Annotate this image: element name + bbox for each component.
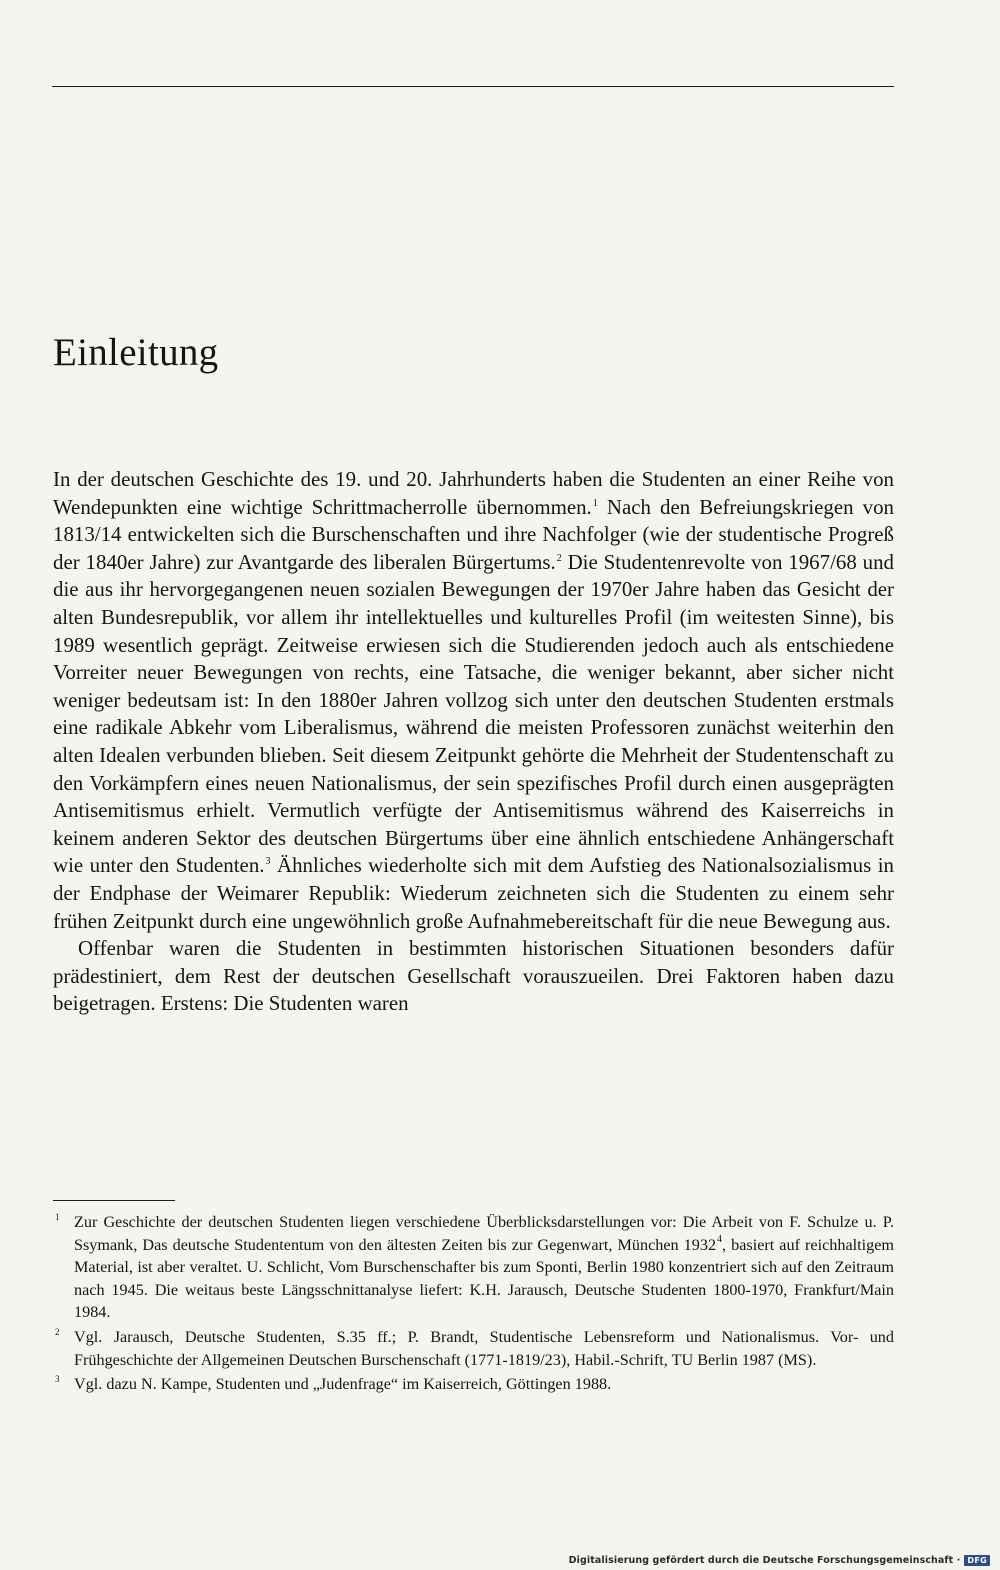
paragraph-1-text: Ähnliches wiederholte sich mit dem Aufstieg des Nationalsozialismus in der Endphase der Weimarer Republik: Wiederum zeichneten sich die Studenten zu einem sehr frühen Zeitpunkt durch eine ungewöhnlich große Aufnahmebereitschaft für die neue Bewegung aus. (53, 853, 894, 933)
footnote-separator-rule (53, 1200, 175, 1201)
footnote-ref-3: 3 (265, 856, 271, 868)
footnote-1 (53, 1211, 894, 1324)
body-text (53, 466, 894, 1018)
footnote-3 (53, 1373, 894, 1396)
chapter-title: Einleitung (53, 331, 219, 374)
footnote-number: 1 (55, 1212, 60, 1222)
body-paragraph-2: Offenbar waren die Studenten in bestimmten historischen Situationen besonders dafür prädestiniert, dem Rest der deutschen Gesellschaft vorauszueilen. Drei Faktoren haben dazu beigetragen. Erstens: Die Studenten waren (53, 936, 894, 1016)
edition-superscript: 4 (717, 1233, 723, 1245)
body-paragraph-1 (53, 466, 894, 935)
footnote-text: Vgl. Jarausch, Deutsche Studenten, S.35 ff.; P. Brandt, Studentische Lebensreform und Nationalismus. Vor- und Frühgeschichte der Allgemeinen Deutschen Burschenschaft (1771-1819/23), Habil.-Schrift, TU Berlin 1987 (MS). (74, 1327, 894, 1369)
paragraph-1-text: Die Studentenrevolte von 1967/68 und die aus ihr hervorgegangenen neuen sozialen Bewegungen der 1970er Jahre haben das Gesicht der alten Bundesrepublik, vor allem ihr intellektuelles und kulturelles Profil (im weitesten Sinne), bis 1989 wesentlich geprägt. Zeitweise erwiesen sich die Studierenden jedoch auch als entschiedene Vorreiter neuer Bewegungen von rechts, eine Tatsache, die weniger bekannt, aber sicher nicht weniger bedeutsam ist: In den 1880er Jahren vollzog sich unter den deutschen Studenten erstmals eine radikale Abkehr vom Liberalismus, während die meisten Professoren zunächst weiterhin den alten Idealen verbunden blieben. Seit diesem Zeitpunkt gehörte die Mehrheit der Studentenschaft zu den Vorkämpfern eines neuen Nationalismus, der sein spezifisches Profil durch einen ausgeprägten Antisemitismus erhielt. Vermutlich verfügte der Antisemitismus während des Kaiserreichs in keinem anderen Sektor des deutschen Bürgertums über eine ähnlich entschiedene Anhängerschaft wie unter den Studenten. (53, 549, 894, 878)
footnote-text: Zur Geschichte der deutschen Studenten liegen verschiedene Überblicksdarstellungen vor: Die Arbeit von F. Schulze u. P. Ssymank, Das deutsche Studententum von den ältesten Zeiten bis zur Gegenwart, München 1932 (74, 1213, 894, 1254)
footnote-text: Vgl. dazu N. Kampe, Studenten und „Judenfrage“ im Kaiserreich, Göttingen 1988. (74, 1375, 612, 1394)
dfg-logo-icon: DFG (964, 1555, 990, 1566)
running-header-rule (52, 86, 894, 87)
footnote-text: , basiert auf reichhaltigem Material, ist aber veraltet. U. Schlicht, Vom Burschenschafter bis zum Sponti, Berlin 1980 konzentriert sich auf den Zeitraum nach 1945. Die weitaus beste Längsschnittanalyse liefert: K.H. Jarausch, Deutsche Studenten 1800-1970, Frankfurt/Main 1984. (74, 1235, 894, 1322)
digitization-note: Digitalisierung gefördert durch die Deutsche Forschungsgemeinschaft · (568, 1555, 961, 1566)
paragraph-1-text: Nach den Befreiungskriegen von 1813/14 entwickelten sich die Burschenschaften und ihre Nachfolger (wie der studentische Progreß der 1840er Jahre) zur Avantgarde des liberalen Bürgertums. (53, 494, 894, 574)
footnote-ref-2: 2 (556, 552, 562, 564)
footnote-number: 2 (55, 1326, 60, 1337)
footnotes (53, 1211, 894, 1398)
paragraph-1-text: In der deutschen Geschichte des 19. und 20. Jahrhunderts haben die Studenten an einer Reihe von Wendepunkten eine wichtige Schrittmacherrolle übernommen. (53, 467, 894, 519)
footnote-ref-1: 1 (592, 497, 598, 509)
digitization-credit (569, 1555, 990, 1566)
footnote-number: 3 (55, 1374, 60, 1385)
footnote-2 (53, 1326, 894, 1371)
